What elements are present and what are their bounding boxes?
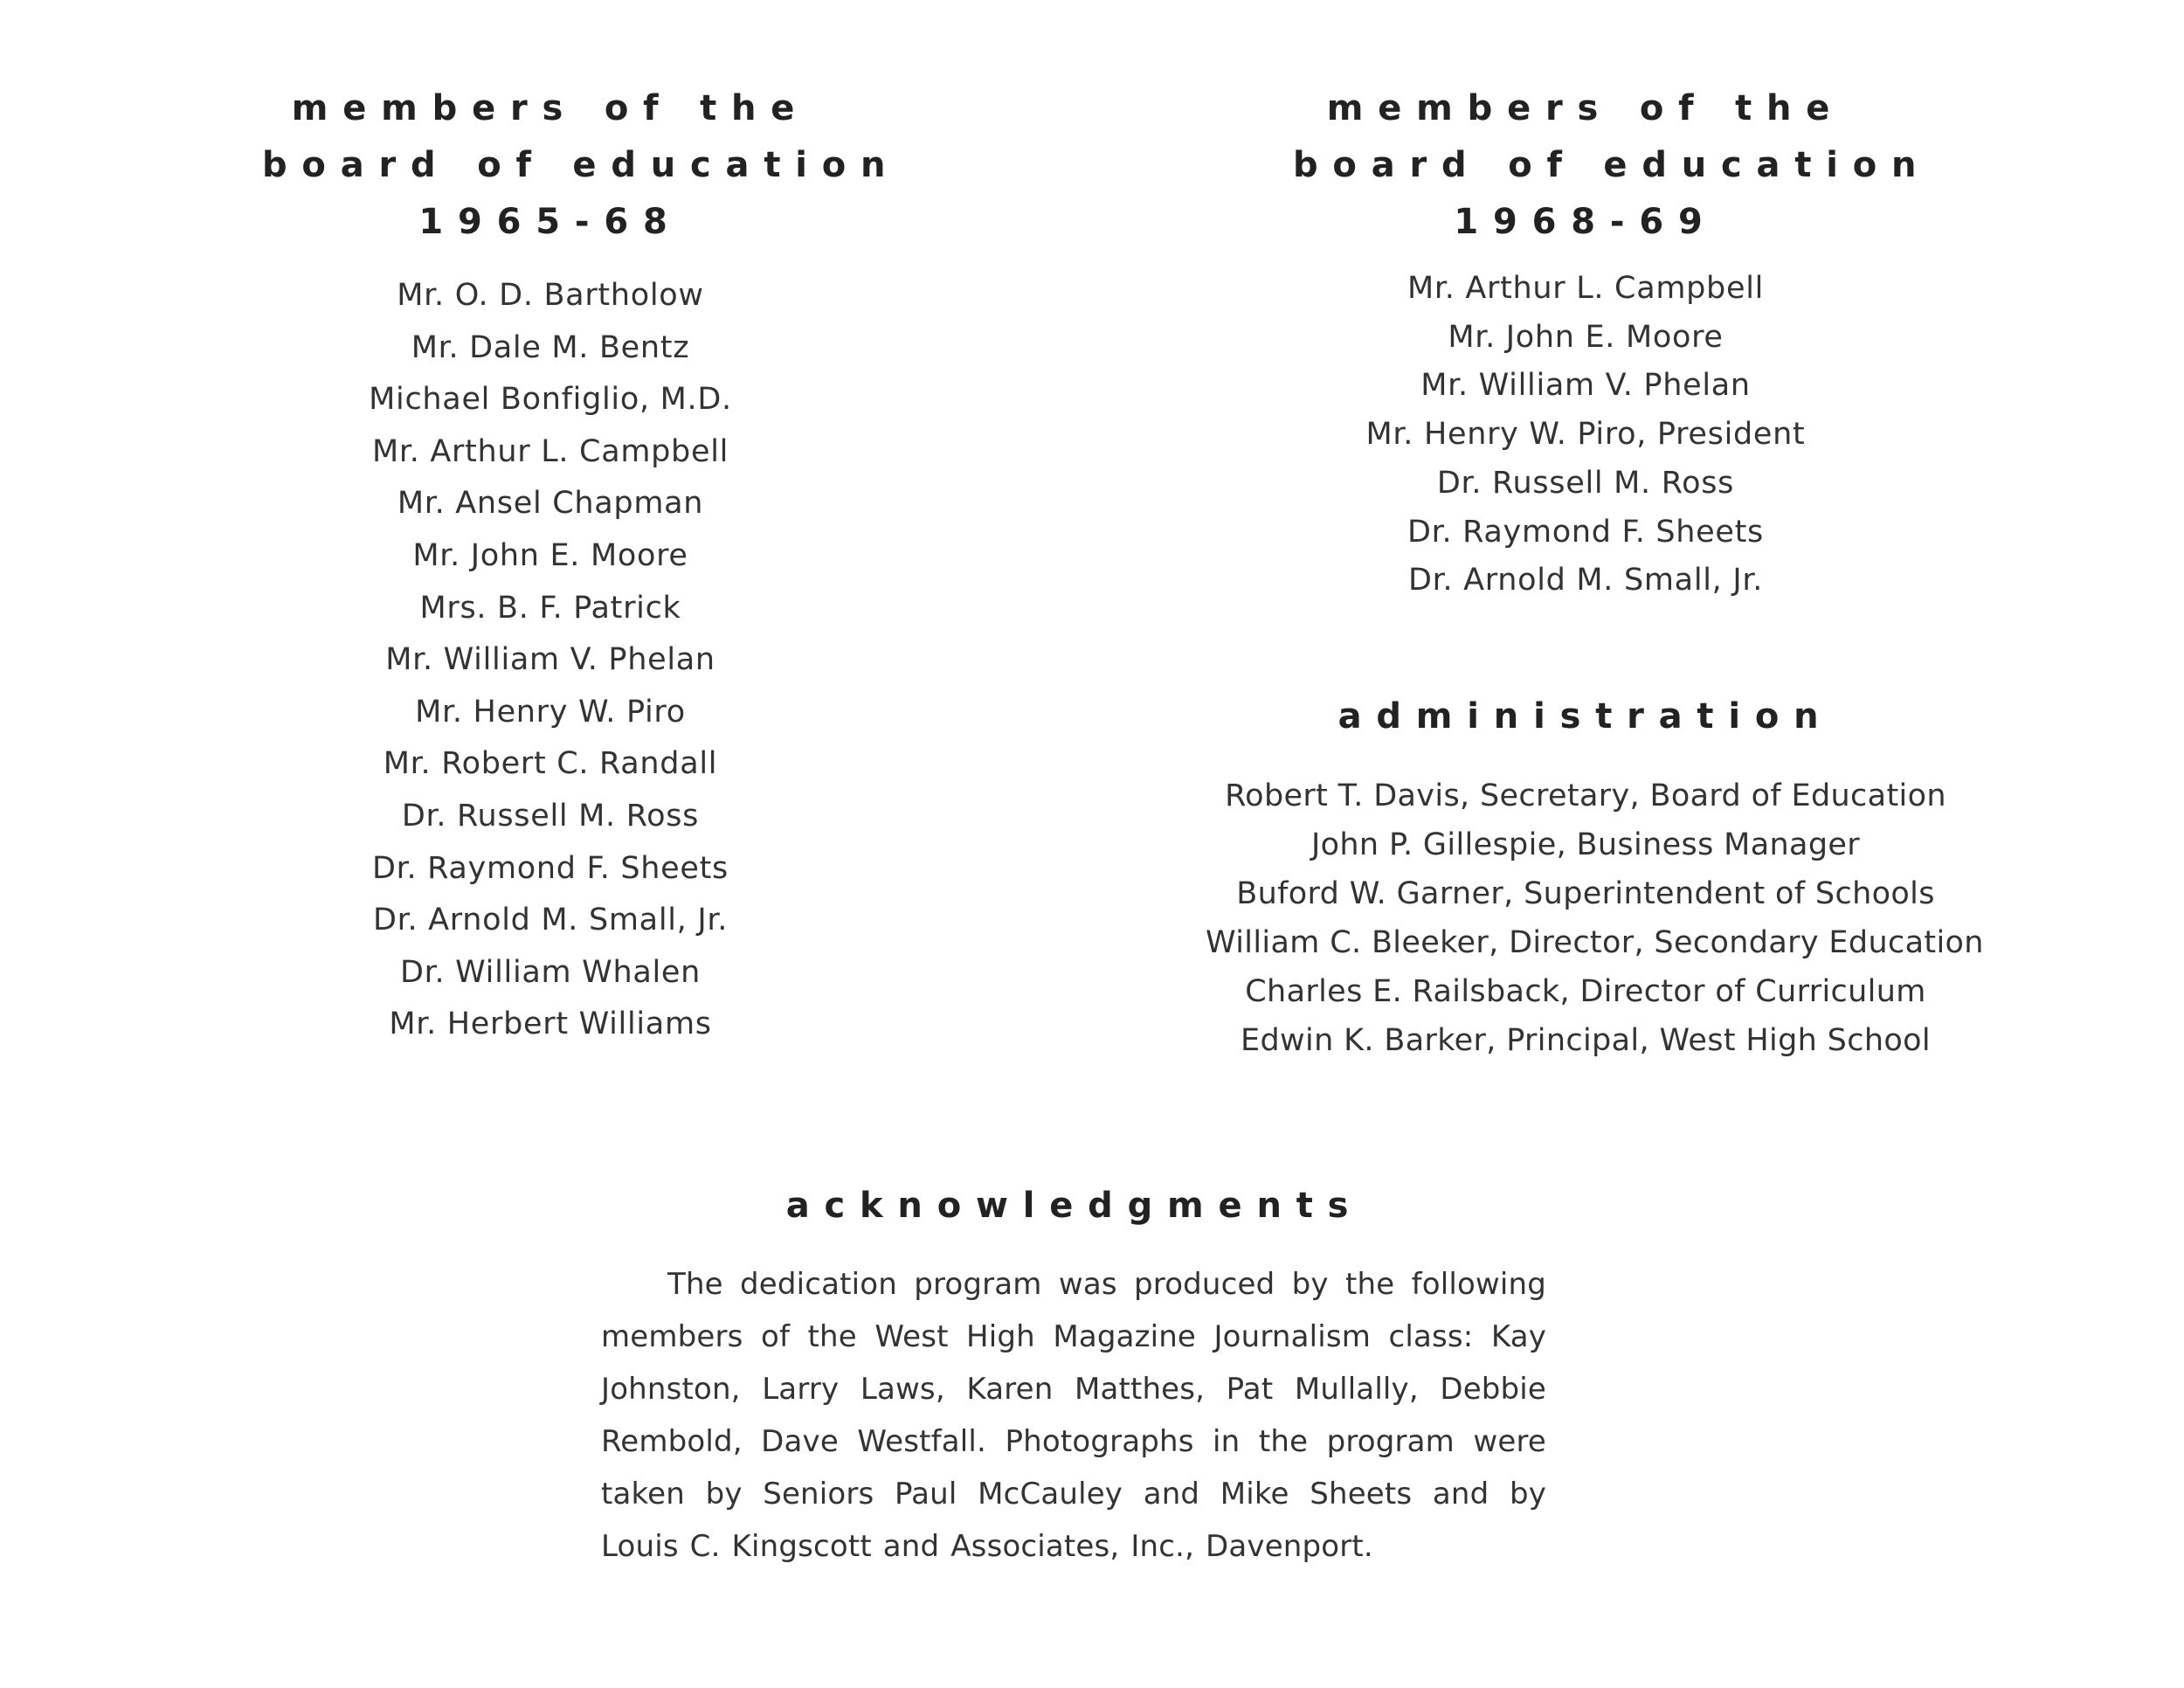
member-name: Dr. Raymond F. Sheets bbox=[1406, 514, 1764, 550]
member-name: Dr. Russell M. Ross bbox=[401, 798, 700, 834]
heading-line: acknowledgments bbox=[785, 1186, 1364, 1226]
acknowledgments-section bbox=[489, 1178, 1660, 1235]
heading-line: administration bbox=[1337, 696, 1834, 737]
board-1965-section bbox=[262, 80, 901, 1051]
member-name: Michael Bonfiglio, M.D. bbox=[369, 382, 732, 418]
heading-line: members of the bbox=[291, 88, 810, 128]
acknowledgments-heading bbox=[489, 1178, 1660, 1235]
member-name: Mr. Arthur L. Campbell bbox=[1406, 271, 1765, 306]
board-1965-heading bbox=[262, 80, 901, 251]
heading-line: 1968-69 bbox=[1454, 202, 1717, 242]
heading-line: board of education bbox=[1293, 145, 1932, 185]
administration-section bbox=[1206, 688, 1984, 1065]
board-1968-section bbox=[1293, 80, 1932, 605]
member-name: Dr. Russell M. Ross bbox=[1436, 465, 1735, 501]
member-name: Mr. O. D. Bartholow bbox=[397, 278, 704, 313]
administrator-entry: Edwin K. Barker, Principal, West High School bbox=[1241, 1023, 1931, 1058]
board-1968-heading bbox=[1293, 80, 1932, 251]
administrator-entry: William C. Bleeker, Director, Secondary Education bbox=[1206, 925, 1984, 960]
heading-line: board of education bbox=[262, 145, 901, 185]
member-name: Mr. Ansel Chapman bbox=[397, 486, 704, 522]
board-1965-member-list bbox=[262, 270, 839, 1051]
administrator-entry: John P. Gillespie, Business Manager bbox=[1310, 827, 1861, 862]
member-name: Dr. Arnold M. Small, Jr. bbox=[1407, 563, 1764, 598]
administrator-entry: Robert T. Davis, Secretary, Board of Education bbox=[1225, 778, 1946, 813]
administrator-entry: Buford W. Garner, Superintendent of Schools bbox=[1236, 876, 1935, 911]
member-name: Mr. Henry W. Piro bbox=[415, 694, 686, 730]
administrator-entry: Charles E. Railsback, Director of Curriculum bbox=[1245, 974, 1926, 1009]
member-name: Mr. Arthur L. Campbell bbox=[371, 433, 729, 469]
member-name: Mr. Robert C. Randall bbox=[383, 746, 718, 782]
member-name: Dr. William Whalen bbox=[399, 954, 702, 990]
administration-list bbox=[1206, 771, 1984, 1065]
member-name: Mr. Herbert Williams bbox=[389, 1007, 712, 1042]
member-name: Dr. Raymond F. Sheets bbox=[371, 850, 729, 886]
member-name: Mr. William V. Phelan bbox=[1420, 368, 1751, 404]
member-name: Mr. John E. Moore bbox=[1448, 319, 1724, 355]
member-name: Dr. Arnold M. Small, Jr. bbox=[372, 903, 729, 938]
heading-line: members of the bbox=[1326, 88, 1845, 128]
administration-heading bbox=[1206, 688, 1966, 745]
member-name: Mr. John E. Moore bbox=[412, 537, 688, 573]
member-name: Mr. William V. Phelan bbox=[385, 642, 715, 678]
heading-line: 1965-68 bbox=[418, 202, 682, 242]
board-1968-member-list bbox=[1293, 265, 1878, 605]
member-name: Mrs. B. F. Patrick bbox=[419, 590, 681, 626]
member-name: Mr. Henry W. Piro, President bbox=[1365, 417, 1806, 453]
member-name: Mr. Dale M. Bentz bbox=[411, 329, 690, 365]
acknowledgments-paragraph: The dedication program was produced by the following members of the West High Magazine Journalism class: Kay Johnston, Larry Laws, Karen Matthes, Pat Mullally, Debbie Rembold, Dave Westfall. Photographs in the program were taken by Seniors Paul McCauley and Mike Sheets and by Louis C. Kingscott and Associates, Inc., Davenport. bbox=[601, 1267, 1546, 1564]
